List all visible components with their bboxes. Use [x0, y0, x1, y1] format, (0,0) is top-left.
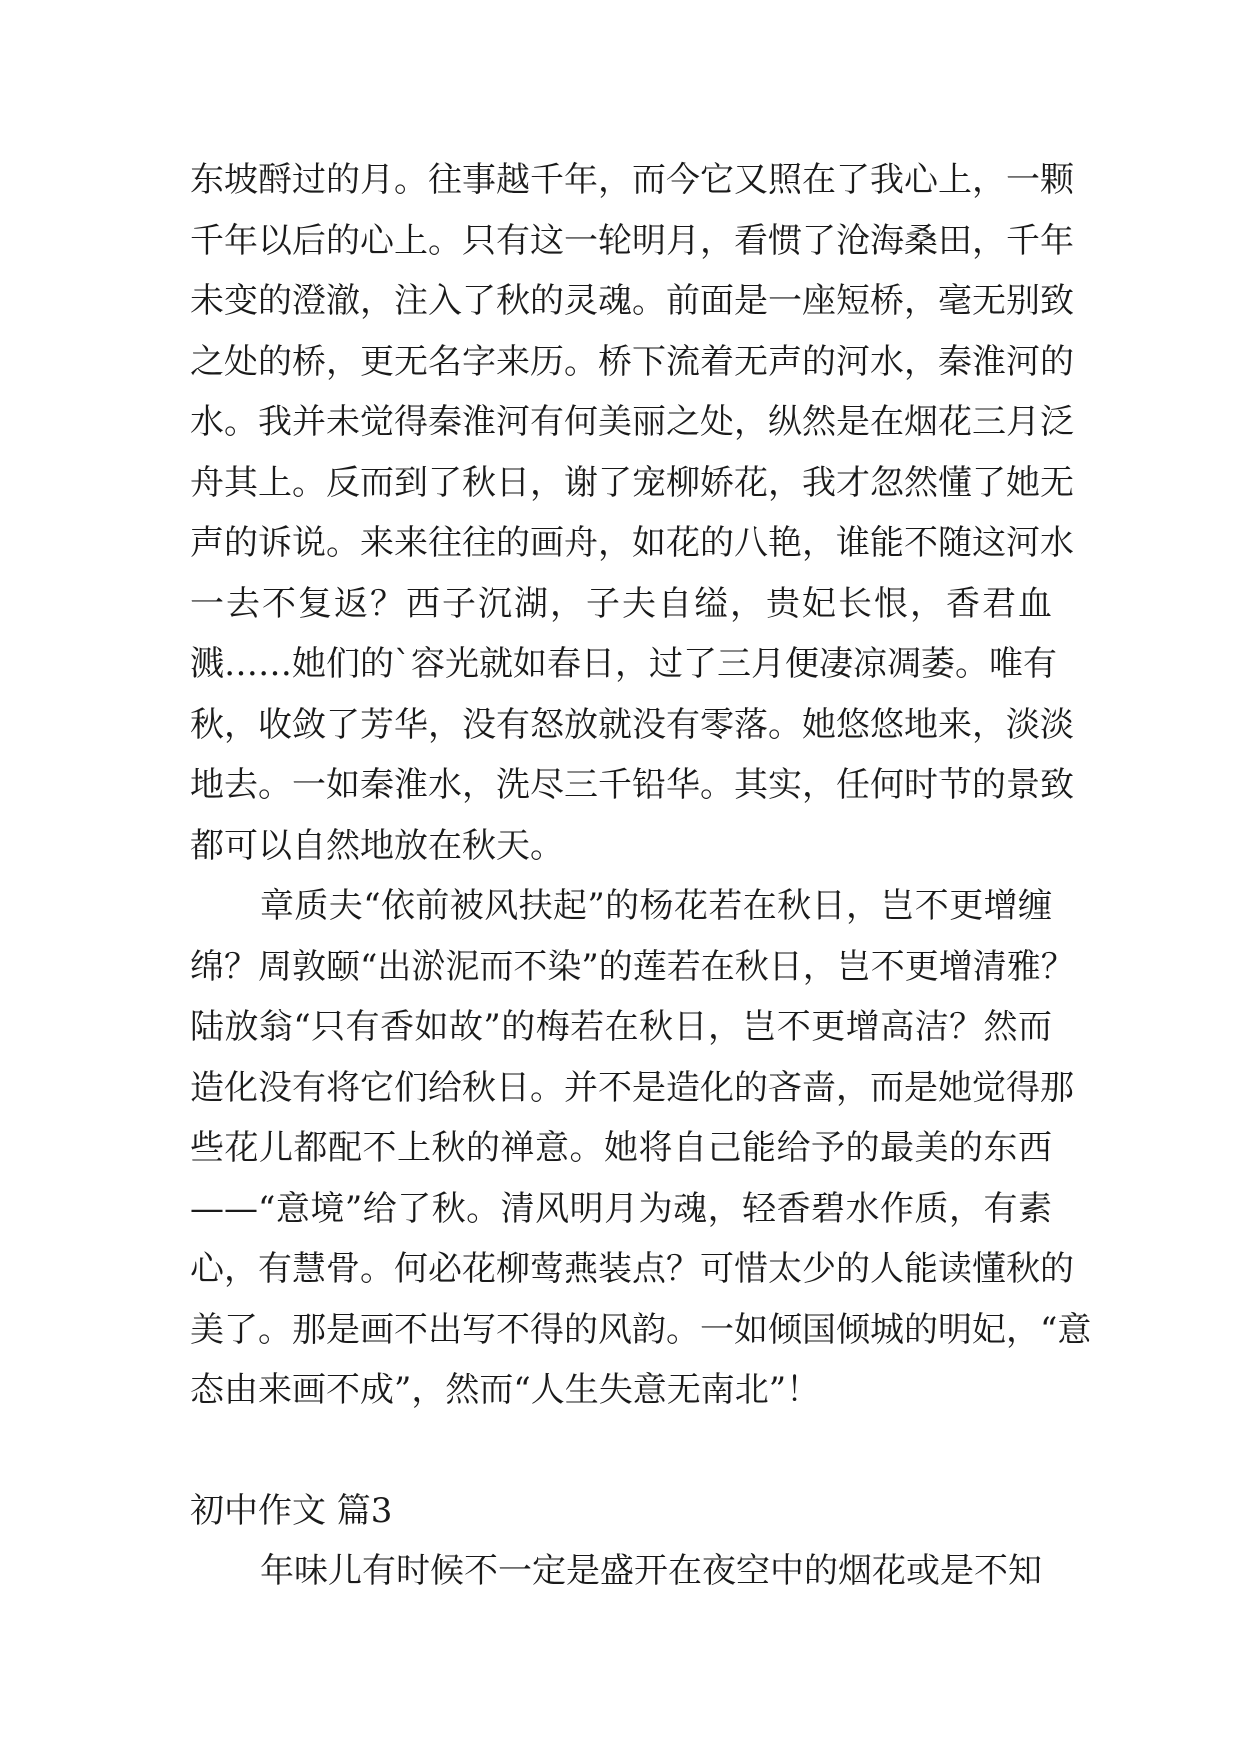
- text-line: 年味儿有时候不一定是盛开在夜空中的烟花或是不知: [260, 1551, 1042, 1591]
- text-line: 秋，收敛了芳华，没有怒放就没有零落。她悠悠地来，淡淡: [190, 704, 1074, 745]
- text-line: 绵？周敦颐“出淤泥而不染”的莲若在秋日，岂不更增清雅？: [190, 946, 1075, 987]
- paragraph-2: [190, 876, 1092, 1421]
- text-line: 心，有慧骨。何必花柳莺燕装点？可惜太少的人能读懂秋的: [190, 1249, 1074, 1289]
- text-line: 千年以后的心上。只有这一轮明月，看惯了沧海桑田，千年: [190, 220, 1074, 261]
- text-line: 东坡酹过的月。往事越千年，而今它又照在了我心上，一颗: [190, 160, 1074, 200]
- text-line: 造化没有将它们给秋日。并不是造化的吝啬，而是她觉得那: [190, 1067, 1074, 1108]
- text-line: 态由来画不成”，然而“人生失意无南北”！: [190, 1370, 821, 1410]
- text-line: 一去不复返？西子沉湖，子夫自缢，贵妃长恨，香君血: [190, 583, 1052, 624]
- text-line: 都可以自然地放在秋天。: [190, 825, 564, 866]
- document-page: [190, 150, 1092, 1602]
- paragraph-3: [190, 1541, 1052, 1602]
- text-line: 舟其上。反而到了秋日，谢了宠柳娇花，我才忽然懂了她无: [190, 462, 1074, 503]
- text-line: 美了。那是画不出写不得的风韵。一如倾国倾城的明妃，“意: [190, 1309, 1092, 1350]
- text-line: 章质夫“依前被风扶起”的杨花若在秋日，岂不更增缠: [260, 886, 1052, 926]
- text-line: 溅……她们的`容光就如春日，过了三月便凄凉凋萎。唯有: [190, 644, 1057, 684]
- text-line: 之处的桥，更无名字来历。桥下流着无声的河水，秦淮河的: [190, 341, 1074, 382]
- text-line: 地去。一如秦淮水，洗尽三千铅华。其实，任何时节的景致: [190, 765, 1074, 805]
- text-line: 声的诉说。来来往往的画舟，如花的八艳，谁能不随这河水: [190, 523, 1074, 563]
- text-line: 水。我并未觉得秦淮河有何美丽之处，纵然是在烟花三月泛: [190, 402, 1074, 442]
- text-line: 陆放翁“只有香如故”的梅若在秋日，岂不更增高洁？然而: [190, 1007, 1052, 1047]
- text-line: ——“意境”给了秋。清风明月为魂，轻香碧水作质，有素: [190, 1188, 1052, 1229]
- section-heading: 初中作文 篇3: [190, 1490, 393, 1531]
- paragraph-1: [190, 150, 1074, 876]
- text-line: 些花儿都配不上秋的禅意。她将自己能给予的最美的东西: [190, 1128, 1052, 1168]
- text-line: 未变的澄澈，注入了秋的灵魂。前面是一座短桥，毫无别致: [190, 281, 1074, 321]
